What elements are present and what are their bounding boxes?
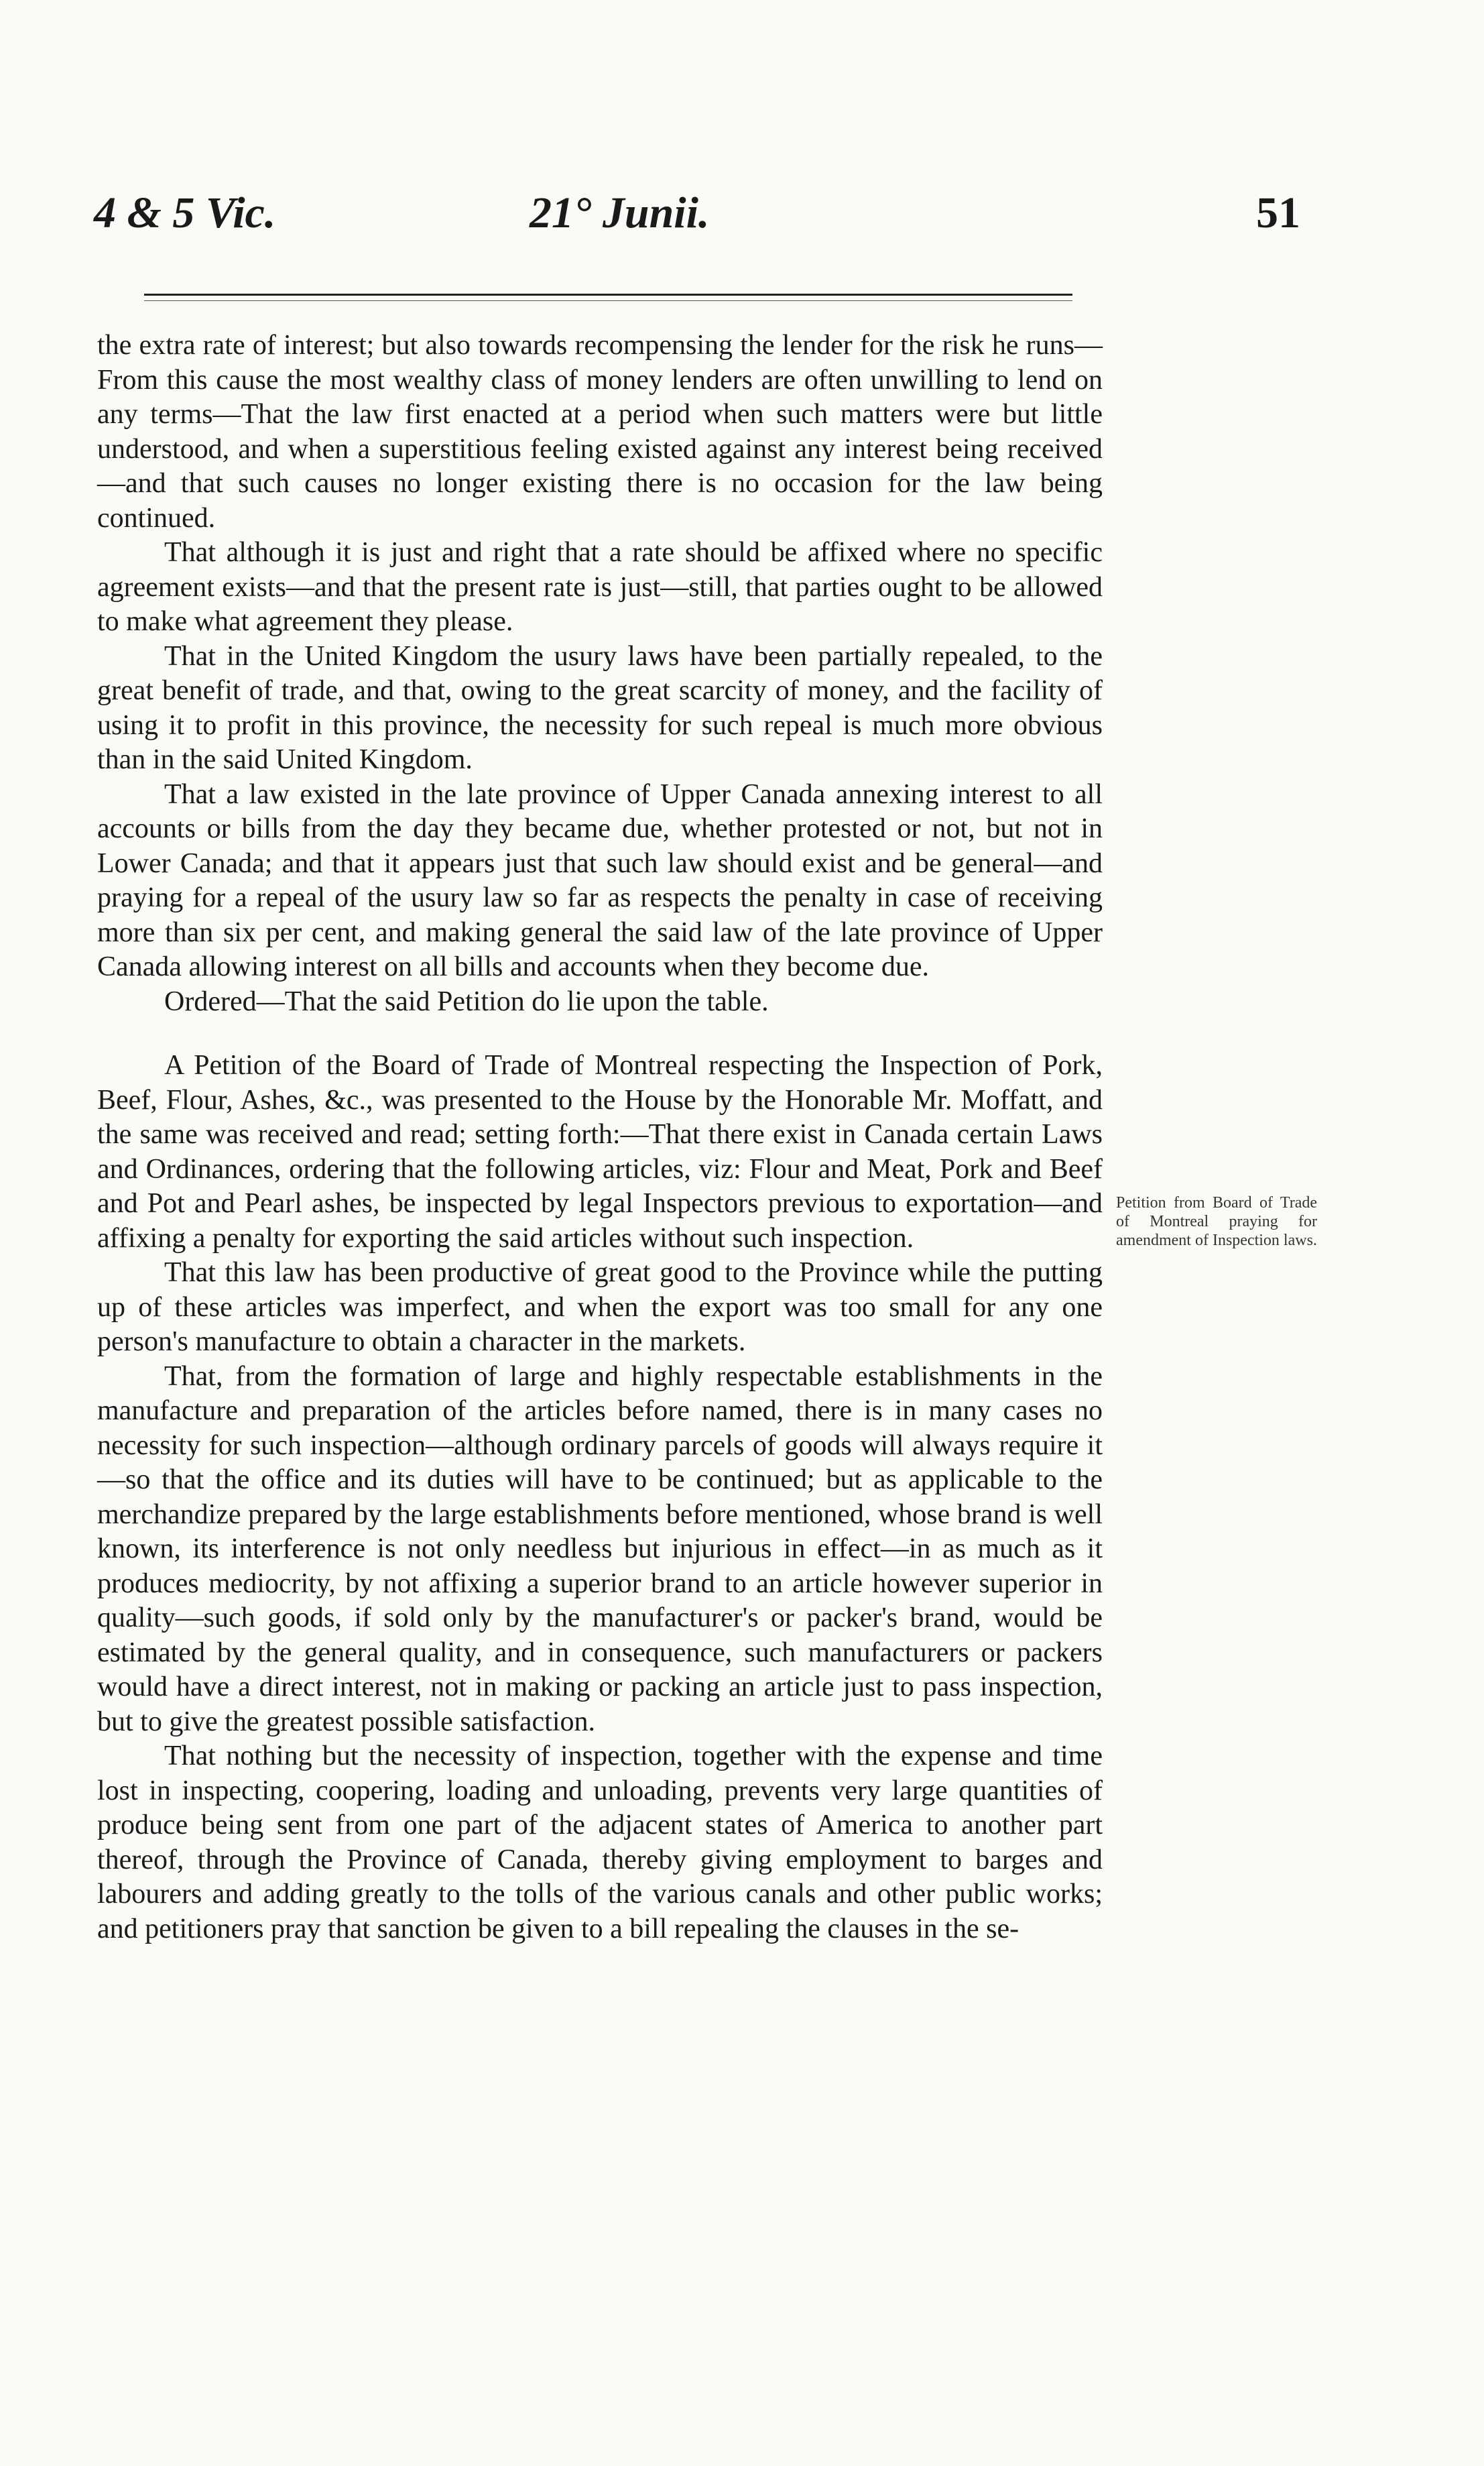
order-paragraph: Ordered—That the said Petition do lie upon the table. (164, 986, 769, 1017)
date-heading: 21° Junii. (530, 188, 710, 237)
paragraph: That nothing but the necessity of inspection, together with the expense and time lost in inspecting, coopering, loading and unloading, prevents very large quantities of produce being sent from one part of the adjacent states of America to another part thereof, through the Province of Canada, thereby giving employment to barges and labourers and adding greatly to the tolls of the various canals and other public works; and petitioners pray that sanction be given to a bill repealing the clauses in the se- (97, 1741, 1103, 1944)
header-rule-thin (144, 300, 1072, 301)
paragraph-continuation: the extra rate of interest; but also towards recompensing the lender for the risk he runs—From this cause the most wealthy class of money lenders are often unwilling to lend on any terms—That the law first enacted at a period when such matters were but little understood, and when a superstitious feeling existed against any interest being received—and that such causes no longer existing there is no occasion for the law being continued. (97, 330, 1103, 534)
paragraph: That although it is just and right that a rate should be affixed where no specific agreement exists—and that the present rate is just—still, that parties ought to be allowed to make what agreement they please. (97, 537, 1103, 637)
paragraph: That, from the formation of large and highly respectable establishments in the manufacture and preparation of the articles before named, there is in many cases no necessity for such inspection—although ordinary parcels of goods will always require it—so that the office and its duties will have to be continued; but as applicable to the merchandize prepared by the large establishments before mentioned, whose brand is well known, its interference is not only needless but injurious in effect—in as much as it produces mediocrity, by not affixing a superior brand to an article however superior in quality—such goods, if sold only by the manufacturer's or packer's brand, would be estimated by the general quality, and in consequence, such manufacturers or packers would have a direct interest, not in making or packing an article just to pass inspection, but to give the greatest possible satisfaction. (97, 1360, 1103, 1737)
body-text (97, 329, 1103, 1946)
paragraph: That this law has been productive of great good to the Province while the putting up of these articles was imperfect, and when the export was too small for any one person's manufacture to obtain a character in the markets. (97, 1257, 1103, 1357)
paragraph: That a law existed in the late province of Upper Canada annexing interest to all accounts or bills from the day they became due, whether protested or not, but not in Lower Canada; and that it appears just that such law should exist and be general—and praying for a repeal of the usury law so far as respects the penalty in case of receiving more than six per cent, and making general the said law of the late province of Upper Canada allowing interest on all bills and accounts when they become due. (97, 778, 1103, 982)
petition-paragraph: A Petition of the Board of Trade of Montreal respecting the Inspection of Pork, Beef, Flour, Ashes, &c., was presented to the House by the Honorable Mr. Moffatt, and the same was received and read; setting forth:—That there exist in Canada certain Laws and Ordinances, ordering that the following articles, viz: Flour and Meat, Pork and Beef and Pot and Pearl ashes, be inspected by legal Inspectors previous to exportation—and affixing a penalty for exporting the said articles without such inspection. (97, 1050, 1103, 1254)
running-header (94, 188, 1300, 255)
margin-note: Petition from Board of Trade of Montreal praying for amendment of Inspection laws. (1116, 1194, 1317, 1249)
page-number: 51 (1256, 188, 1300, 237)
header-rule (144, 294, 1072, 296)
session-reference: 4 & 5 Vic. (94, 188, 276, 237)
paragraph: That in the United Kingdom the usury laws have been partially repealed, to the great benefit of trade, and that, owing to the great scarcity of money, and the facility of using it to profit in this province, the necessity for such repeal is much more obvious than in the said United Kingdom. (97, 640, 1103, 775)
